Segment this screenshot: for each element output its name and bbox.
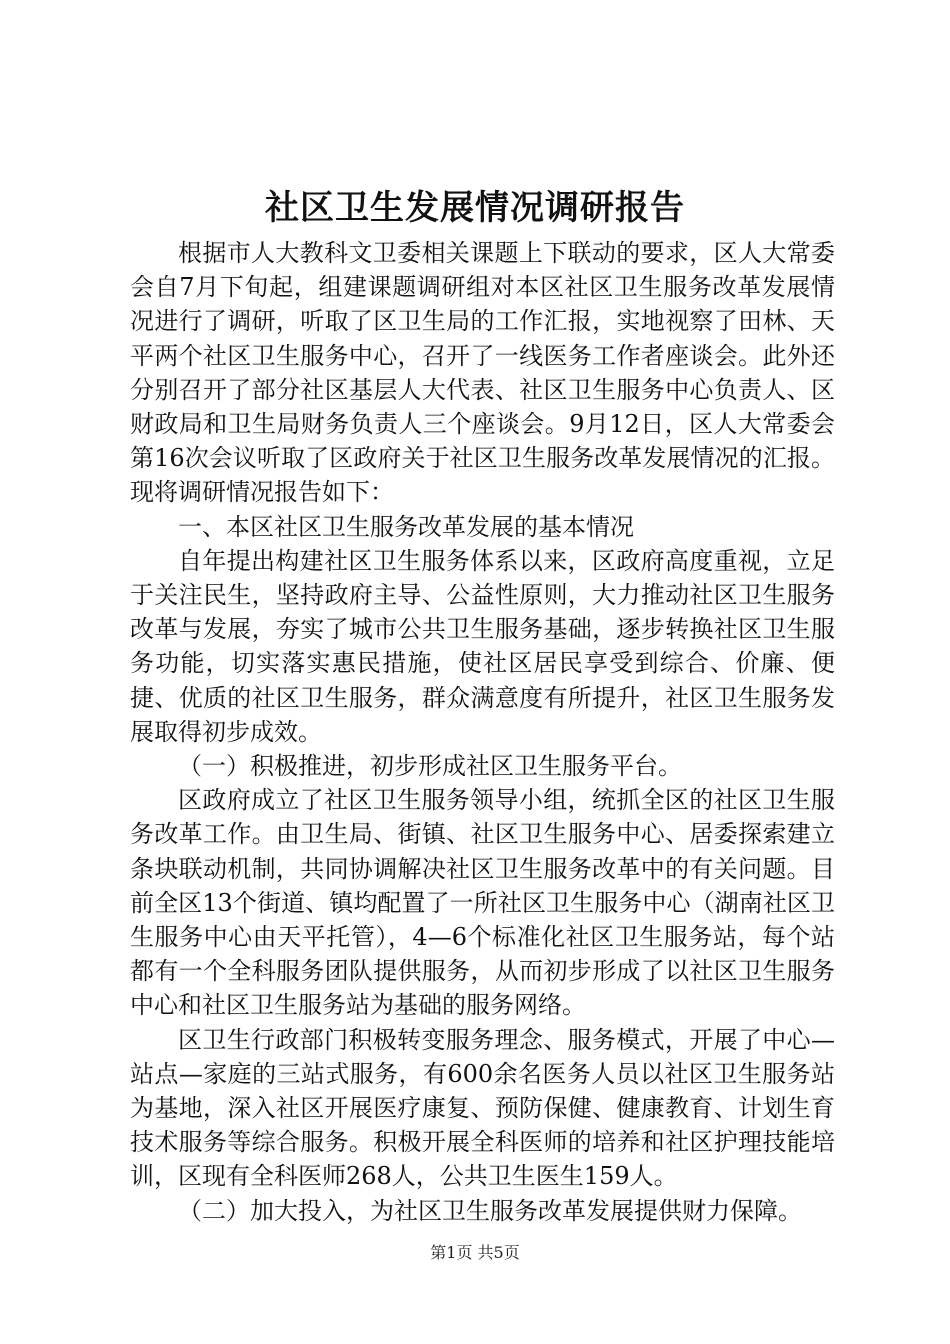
subsection-1-paragraph-2: 区卫生行政部门积极转变服务理念、服务模式，开展了中心—站点—家庭的三站式服务，有600余名医务人员以社区卫生服务站为基地，深入社区开展医疗康复、预防保健、健康教育、计划生育技术服务等综合服务。积极开展全科医师的培养和社区护理技能培训，区现有全科医师268人，公共卫生医生159人。 [130,1025,835,1191]
subsection-heading-1: （一）积极推进，初步形成社区卫生服务平台。 [178,752,682,781]
section-heading-1: 一、本区社区卫生服务改革发展的基本情况 [178,512,634,541]
intro-paragraph: 根据市人大教科文卫委相关课题上下联动的要求，区人大常委会自7月下旬起，组建课题调研组对本区社区卫生服务改革发展情况进行了调研，听取了区卫生局的工作汇报，实地视察了田林、天平两个社区卫生服务中心，召开了一线医务工作者座谈会。此外还分别召开了部分社区基层人大代表、社区卫生服务中心负责人、区财政局和卫生局财务负责人三个座谈会。9月12日，区人大常委会第16次会议听取了区政府关于社区卫生服务改革发展情况的汇报。现将调研情况报告如下： [130,239,835,507]
document-title: 社区卫生发展情况调研报告 [265,188,685,228]
section-1-paragraph: 自年提出构建社区卫生服务体系以来，区政府高度重视，立足于关注民生，坚持政府主导、公益性原则，大力推动社区卫生服务改革与发展，夯实了城市公共卫生服务基础，逐步转换社区卫生服务功能，切实落实惠民措施，使社区居民享受到综合、价廉、便捷、优质的社区卫生服务，群众满意度有所提升，社区卫生服务发展取得初步成效。 [130,546,835,746]
subsection-heading-2: （二）加大投入，为社区卫生服务改革发展提供财力保障。 [178,1196,802,1225]
page-number-footer: 第1页 共5页 [430,1243,520,1262]
document-body [130,236,835,1228]
subsection-1-paragraph-1: 区政府成立了社区卫生服务领导小组，统抓全区的社区卫生服务改革工作。由卫生局、街镇、社区卫生服务中心、居委探索建立条块联动机制，共同协调解决社区卫生服务改革中的有关问题。目前全区13个街道、镇均配置了一所社区卫生服务中心（湖南社区卫生服务中心由天平托管），4—6个标准化社区卫生服务站，每个站都有一个全科服务团队提供服务，从而初步形成了以社区卫生服务中心和社区卫生服务站为基础的服务网络。 [130,786,835,1020]
